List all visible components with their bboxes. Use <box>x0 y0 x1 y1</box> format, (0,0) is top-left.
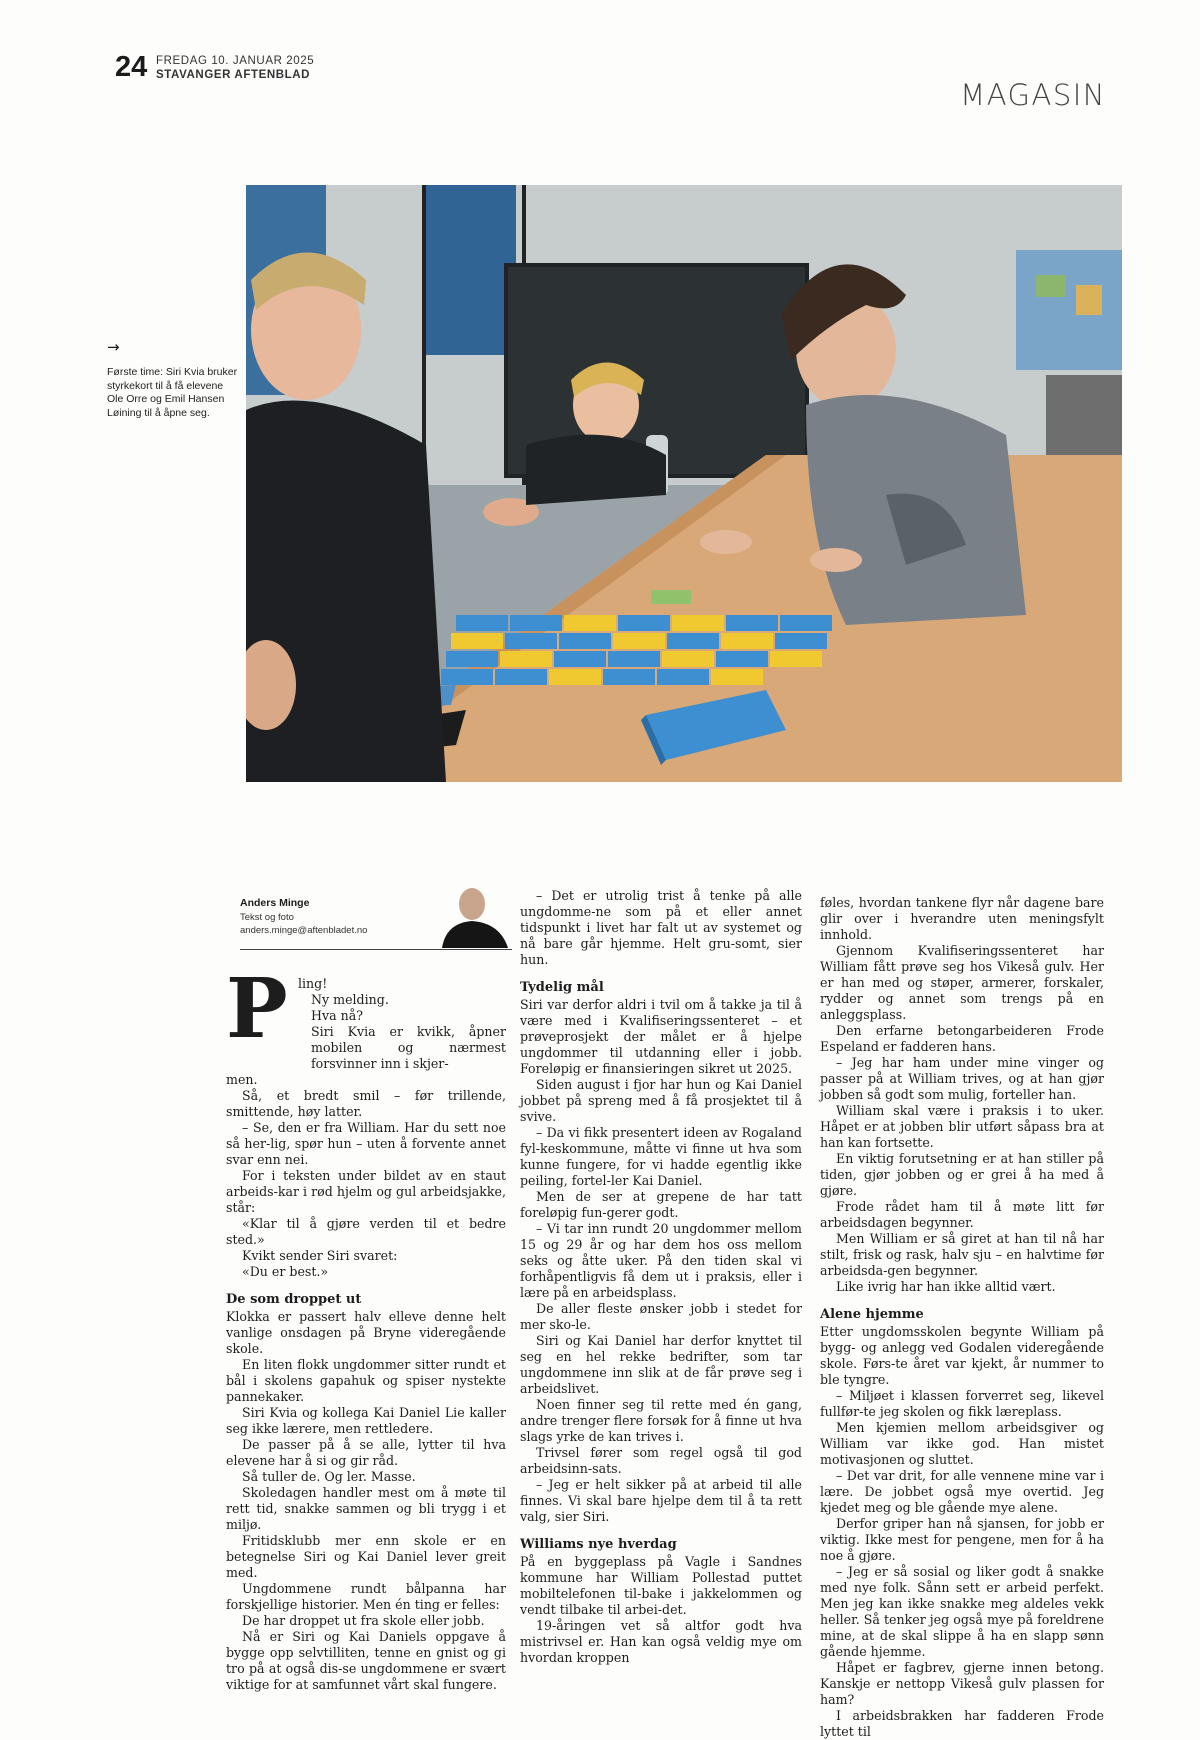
paragraph: De aller fleste ønsker jobb i stedet for mer sko-le. <box>520 1301 802 1332</box>
paragraph: Håpet er fagbrev, gjerne innen betong. Kanskje er nettopp Vikeså gulv plassen for ham? <box>820 1660 1104 1707</box>
author-photo <box>438 885 510 948</box>
drop-cap: P <box>226 961 288 1057</box>
author-name: Anders Minge <box>240 897 310 909</box>
issue-date: FREDAG 10. JANUAR 2025 <box>156 55 315 67</box>
paragraph: Den erfarne betongarbeideren Frode Espeland er fadderen hans. <box>820 1023 1104 1054</box>
paragraph: I arbeidsbrakken har fadderen Frode lyttet til <box>820 1708 1104 1739</box>
paragraph: Ungdommene rundt bålpanna har forskjellige historier. Men én ting er felles: <box>226 1581 506 1612</box>
paragraph: Trivsel fører som regel også til god arbeidsinn-sats. <box>520 1445 802 1476</box>
paragraph: På en byggeplass på Vagle i Sandnes kommune har William Pollestad puttet mobiltelefonen til-bake i jakkelommen og vendt tilbake til arbei-det. <box>520 1554 802 1617</box>
paragraph: – Jeg har ham under mine vinger og passer på at William trives, og at han gjør jobben så godt som mulig, forteller han. <box>820 1055 1104 1102</box>
arrow-right-icon: → <box>107 338 120 356</box>
paragraph: For i teksten under bildet av en staut arbeids-kar i rød hjelm og gul arbeidsjakke, står: <box>226 1168 506 1215</box>
intro-line: Siri Kvia er kvikk, åpner mobilen og nærmest forsvinner inn i skjer- <box>311 1024 506 1071</box>
article-column-1 <box>226 961 506 1693</box>
page-number: 24 <box>115 51 148 83</box>
paragraph: Klokka er passert halv elleve denne helt vanlige onsdagen på Bryne videregående skole. <box>226 1309 506 1356</box>
paragraph: En liten flokk ungdommer sitter rundt et bål i skolens gapahuk og spiser nystekte pannekaker. <box>226 1357 506 1404</box>
paragraph: 19-åringen vet så altfor godt hva mistrivsel er. Han kan også veldig mye om hvordan kroppen <box>520 1618 802 1665</box>
subheading: Tydelig mål <box>520 980 604 995</box>
intro-line: ling! <box>298 976 328 991</box>
subheading: Williams nye hverdag <box>520 1537 677 1552</box>
paragraph: Men de ser at grepene de har tatt foreløpig fun-gerer godt. <box>520 1189 802 1220</box>
paragraph: Like ivrig har han ikke alltid vært. <box>836 1279 1056 1294</box>
byline <box>240 880 510 950</box>
paragraph: De passer på å se alle, lytter til hva elevene har å si og gir råd. <box>226 1437 506 1468</box>
section-title: MAGASIN <box>960 78 1106 112</box>
paragraph: Etter ungdomsskolen begynte William på bygg- og anlegg ved Godalen videregående skole. Førs-te året var kjekt, år nummer to ble tyngre. <box>820 1324 1104 1387</box>
paragraph: Gjennom Kvalifiseringssenteret har William fått prøve seg hos Vikeså gulv. Her er han med og støper, armerer, forskaler, rydder og annet som trengs på en anleggsplass. <box>820 943 1104 1022</box>
paragraph: Kvikt sender Siri svaret: <box>242 1248 398 1263</box>
paragraph: men. <box>226 1072 258 1087</box>
author-role: Tekst og foto <box>240 912 294 923</box>
paragraph: Så tuller de. Og ler. Masse. <box>242 1469 416 1484</box>
paragraph: Men kjemien mellom arbeidsgiver og William var ikke god. Han mistet motivasjonen og sluttet. <box>820 1420 1104 1467</box>
intro-line: Hva nå? <box>311 1008 363 1023</box>
paragraph: – Det er utrolig trist å tenke på alle ungdomme-ne som på et eller annet tidspunkt i livet har falt ut av systemet og nå bare går hjemme. Helt gru-somt, sier hun. <box>520 888 802 967</box>
paragraph: Siden august i fjor har hun og Kai Daniel jobbet på spreng med å få prosjektet til å svive. <box>520 1077 802 1124</box>
article-column-2 <box>520 888 802 1666</box>
paragraph: Siri var derfor aldri i tvil om å takke ja til å være med i Kvalifiseringssenteret – et prøveprosjekt der målet er å hjelpe ungdommer til utdanning eller i jobb. Foreløpig er finansieringen sikret ut 2025. <box>520 997 802 1076</box>
article-photo <box>246 185 1122 782</box>
byline-divider <box>240 949 512 950</box>
paragraph: føles, hvordan tankene flyr når dagene bare glir over i hverandre uten meningsfylt innhold. <box>820 895 1104 942</box>
paragraph: – Se, den er fra William. Har du sett noe så her-lig, spør hun – uten å forvente annet svar enn nei. <box>226 1120 506 1167</box>
author-email[interactable]: anders.minge@aftenbladet.no <box>240 925 368 936</box>
paragraph: En viktig forutsetning er at han stiller på tiden, gjør jobben og er grei å ha med å gjøre. <box>820 1151 1104 1198</box>
intro-line: Ny melding. <box>311 992 389 1007</box>
paragraph: William skal være i praksis i to uker. Håpet er at jobben blir utført såpass bra at han kan fortsette. <box>820 1103 1104 1150</box>
paragraph: Frode rådet ham til å møte litt før arbeidsdagen begynner. <box>820 1199 1104 1230</box>
paragraph: Noen finner seg til rette med én gang, andre trenger flere forsøk for å finne ut hva slags yrke de kan trives i. <box>520 1397 802 1444</box>
paragraph: Derfor griper han nå sjansen, for jobb er viktig. Ikke mest for pengene, men for å ha noe å gjøre. <box>820 1516 1104 1563</box>
paragraph: Skoledagen handler mest om å møte til rett tid, snakke sammen og bli trygg i et miljø. <box>226 1485 506 1532</box>
paragraph: – Jeg er så sosial og liker godt å snakke med nye folk. Sånn sett er arbeid perfekt. Men jeg kan ikke snakke meg aldeles vekk heller. Så tenker jeg også mye på foreldrene mine, at de skal slippe å ha en slapp sønn gående hjemme. <box>820 1564 1104 1659</box>
paragraph: Siri og Kai Daniel har derfor knyttet til seg en hel rekke bedrifter, som tar ungdommene inn slik at de får prøve seg i arbeidslivet. <box>520 1333 802 1396</box>
paragraph: «Klar til å gjøre verden til et bedre sted.» <box>226 1216 506 1247</box>
paragraph: – Vi tar inn rundt 20 ungdommer mellom 15 og 29 år og har dem hos oss mellom seks og åtte uker. På den tiden skal vi forhåpentligvis få dem ut i praksis, eller i lære på en arbeidsplass. <box>520 1221 802 1300</box>
paragraph: «Du er best.» <box>242 1264 329 1279</box>
paragraph: Fritidsklubb mer enn skole er en betegnelse Siri og Kai Daniel lever greit med. <box>226 1533 506 1580</box>
paragraph: De har droppet ut fra skole eller jobb. <box>242 1613 485 1628</box>
article-column-3 <box>820 895 1104 1740</box>
paragraph: – Da vi fikk presentert ideen av Rogaland fyl-keskommune, måtte vi finne ut hva som kunne fungere, for vi hadde egentlig ikke peiling, fortel-ler Kai Daniel. <box>520 1125 802 1188</box>
paragraph: Nå er Siri og Kai Daniels oppgave å bygge opp selvtilliten, tenne en gnist og gi tro på at også dis-se ungdommene er svært viktige for at samfunnet vårt skal fungere. <box>226 1629 506 1692</box>
paragraph: Siri Kvia og kollega Kai Daniel Lie kaller seg ikke lærere, men rettledere. <box>226 1405 506 1436</box>
paragraph: Så, et bredt smil – før trillende, smittende, høy latter. <box>226 1088 506 1119</box>
paragraph: – Det var drit, for alle vennene mine var i lære. De jobbet også mye overtid. Jeg kjedet meg og ble gående mye alene. <box>820 1468 1104 1515</box>
subheading: Alene hjemme <box>820 1307 924 1322</box>
paragraph: – Jeg er helt sikker på at arbeid til alle finnes. Vi skal bare hjelpe dem til å ta rett valg, sier Siri. <box>520 1477 802 1524</box>
paragraph: – Miljøet i klassen forverret seg, likevel fullfør-te jeg skolen og fikk læreplass. <box>820 1388 1104 1419</box>
photo-caption: Første time: Siri Kvia bruker styrkekort til å få elevene Ole Orre og Emil Hansen Løining til å åpne seg. <box>107 366 238 419</box>
subheading: De som droppet ut <box>226 1292 362 1307</box>
newspaper-name: STAVANGER AFTENBLAD <box>156 69 311 81</box>
paragraph: Men William er så giret at han til nå har stilt, frisk og rask, halv sju – en halvtime før arbeidsda-gen begynner. <box>820 1231 1104 1278</box>
